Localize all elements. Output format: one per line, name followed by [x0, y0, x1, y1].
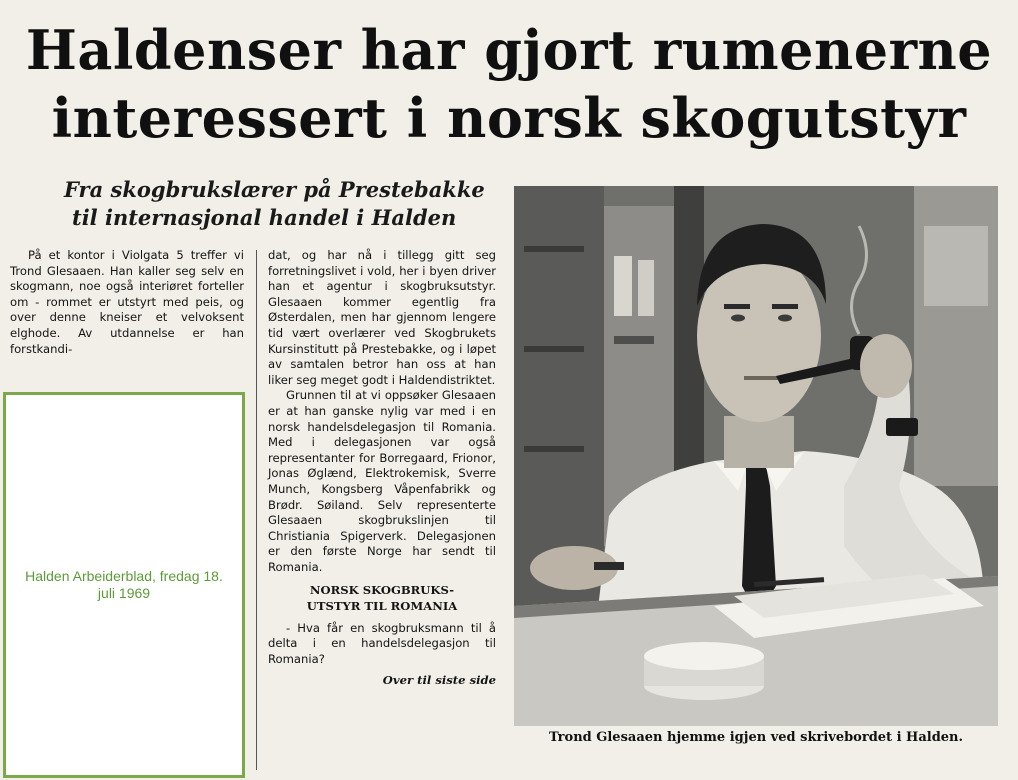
headline — [14, 16, 1004, 152]
article-column-1 — [10, 248, 244, 357]
column2-question: - Hva får en skogbruksmann til å delta i en handelsdelegasjon til Romania? — [268, 620, 496, 666]
subheadline-line-1: Fra skogbrukslærer på Prestebakke — [64, 177, 485, 202]
subheadline-line-2: til internasjonal handel i Halden — [72, 205, 457, 230]
headline-line-2: interessert i norsk skogutstyr — [51, 86, 967, 150]
man-with-pipe-illustration — [514, 186, 998, 726]
source-annotation-box — [3, 392, 245, 778]
section-title-line-1: NORSK SKOGBRUKS- — [309, 583, 455, 598]
column2-paragraph-2: Grunnen til at vi oppsøker Glesaaen er at han ganske nylig var med i en norsk handelsdelegasjon til Romania. Med i delegasjonen var også representanter for Borregaard, Frionor, Jonas Øglænd, Elektrokemisk, Sverre Munch, Kongsberg Våpenfabrikk og Brødr. Søiland. Selv representerte Glesaaen skogbrukslinjen til Christiania Spigerverk. Delegasjonen er den første Norge har sendt til Romania. — [268, 388, 496, 574]
article-column-2 — [268, 248, 496, 689]
continued-note: Over til siste side — [382, 673, 496, 688]
photo-caption: Trond Glesaaen hjemme igjen ved skrivebordet i Halden. — [548, 730, 964, 745]
column-rule — [256, 250, 257, 770]
headline-line-1: Haldenser har gjort rumenerne — [25, 18, 993, 82]
article-photo — [514, 186, 998, 726]
section-title-line-2: UTSTYR TIL ROMANIA — [306, 599, 458, 614]
section-title — [268, 583, 496, 614]
column1-paragraph: På et kontor i Violgata 5 treffer vi Trond Glesaaen. Han kaller seg selv en skogmann, noe også interiøret forteller om - rommet er utstyrt med peis, og over denne kneiser et velvoksent elghode. Av utdannelse er han forstkandi- — [10, 248, 244, 356]
column2-paragraph-1: dat, og har nå i tillegg gitt seg forretningslivet i vold, her i byen driver han et agentur i skogbruksutstyr. Glesaaen kommer egentlig fra Østerdalen, men har gjennom lengere tid vært overlærer ved Skogbrukets Kursinstitutt på Prestebakke, og i løpet av samtalen betror han oss at han liker seg meget godt i Haldendistriktet. — [268, 248, 496, 387]
subheadline — [64, 176, 504, 232]
source-annotation-text: Halden Arbeiderblad, fredag 18. juli 1969 — [25, 568, 223, 601]
